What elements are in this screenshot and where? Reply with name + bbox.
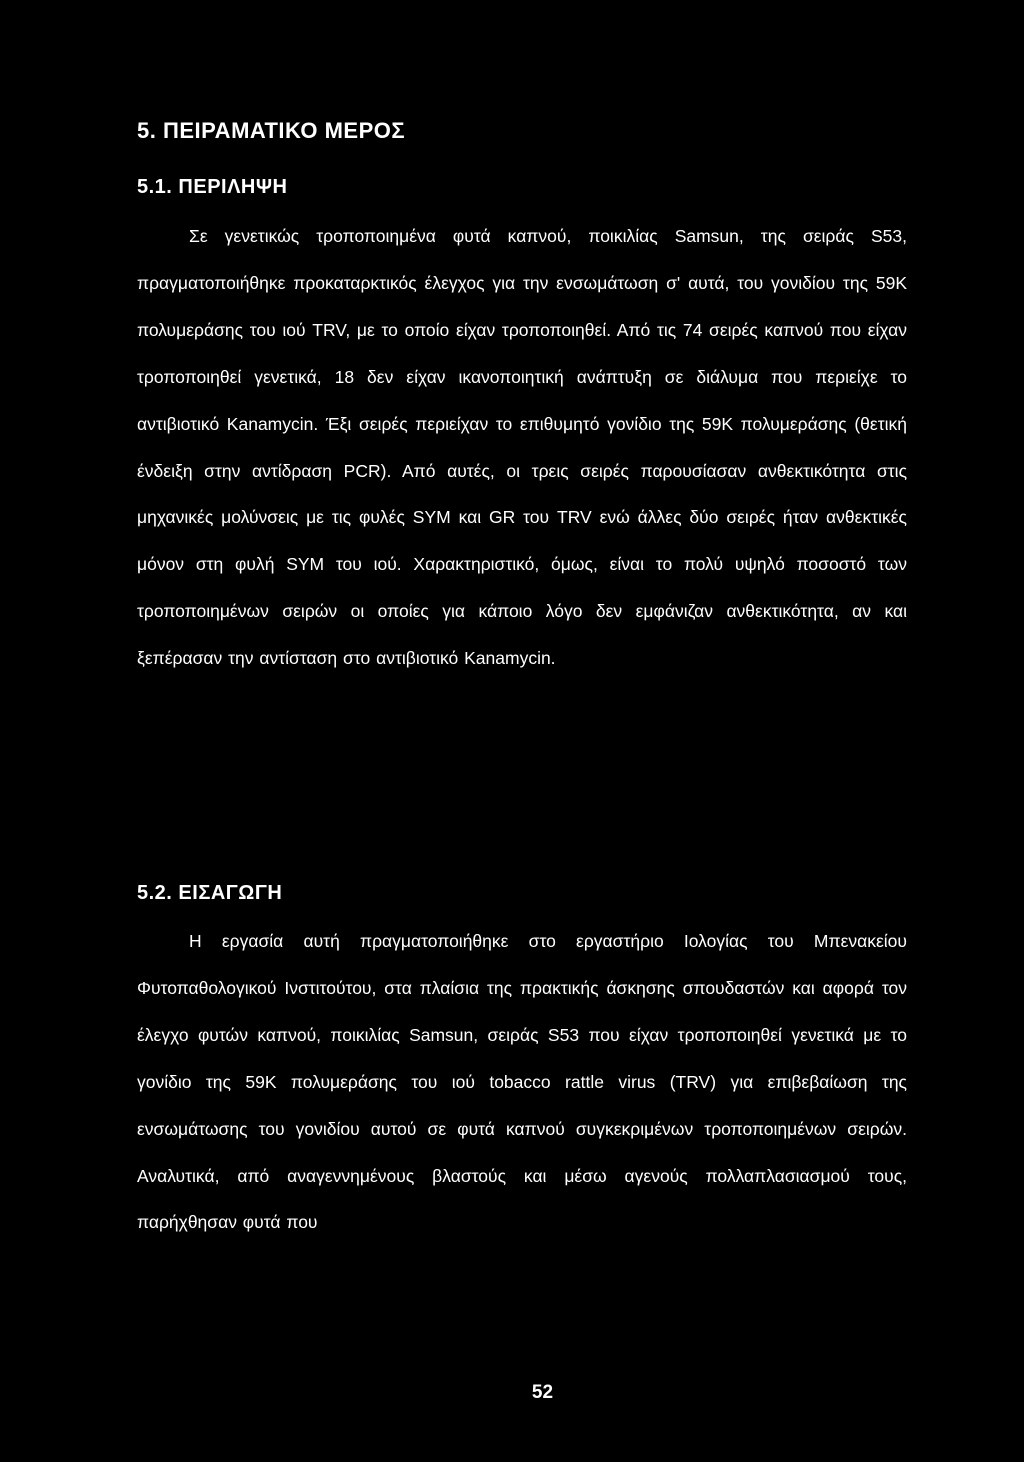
introduction-heading: 5.2. ΕΙΣΑΓΩΓΗ [137, 882, 283, 904]
introduction-paragraph: Η εργασία αυτή πραγματοποιήθηκε στο εργαστήριο Ιολογίας του Μπενακείου Φυτοπαθολογικού Ινστιτούτου, στα πλαίσια της πρακτικής άσκησης σπουδαστών και αφορά τον έλεγχο φυτών καπνού, ποικιλίας Samsun, σειράς S53 που είχαν τροποποιηθεί γενετικά με το γονίδιο της 59K πολυμεράσης του ιού tobacco rattle virus (TRV) για επιβεβαίωση της ενσωμάτωσης του γονιδίου αυτού σε φυτά καπνού συγκεκριμένων τροποποιημένων σειρών. Αναλυτικά, από αναγεννημένους βλαστούς και μέσω αγενούς πολλαπλασιασμού τους, παρήχθησαν φυτά που [137, 931, 907, 1233]
summary-heading: 5.1. ΠΕΡΙΛΗΨΗ [137, 176, 288, 198]
section-title: 5. ΠΕΙΡΑΜΑΤΙΚΟ ΜΕΡΟΣ [137, 118, 406, 143]
summary-paragraph: Σε γενετικώς τροποποιημένα φυτά καπνού, ποικιλίας Samsun, της σειράς S53, πραγματοποιήθηκε προκαταρκτικός έλεγχος για την ενσωμάτωση σ' αυτά, του γονιδίου της 59K πολυμεράσης του ιού TRV, με το οποίο είχαν τροποποιηθεί. Από τις 74 σειρές καπνού που είχαν τροποποιηθεί γενετικά, 18 δεν είχαν ικανοποιητική ανάπτυξη σε διάλυμα που περιείχε το αντιβιοτικό Kanamycin. Έξι σειρές περιείχαν το επιθυμητό γονίδιο της 59K πολυμεράσης (θετική ένδειξη στην αντίδραση PCR). Από αυτές, οι τρεις σειρές παρουσίασαν ανθεκτικότητα στις μηχανικές μολύνσεις με τις φυλές SYM και GR του TRV ενώ άλλες δύο σειρές ήταν ανθεκτικές μόνον στη φυλή SYM του ιού. Χαρακτηριστικό, όμως, είναι το πολύ υψηλό ποσοστό των τροποποιημένων σειρών οι οποίες για κάποιο λόγο δεν εμφάνιζαν ανθεκτικότητα, αν και ξεπέρασαν την αντίσταση στο αντιβιοτικό Kanamycin. [137, 226, 907, 669]
page-number: 52 [531, 1382, 554, 1403]
